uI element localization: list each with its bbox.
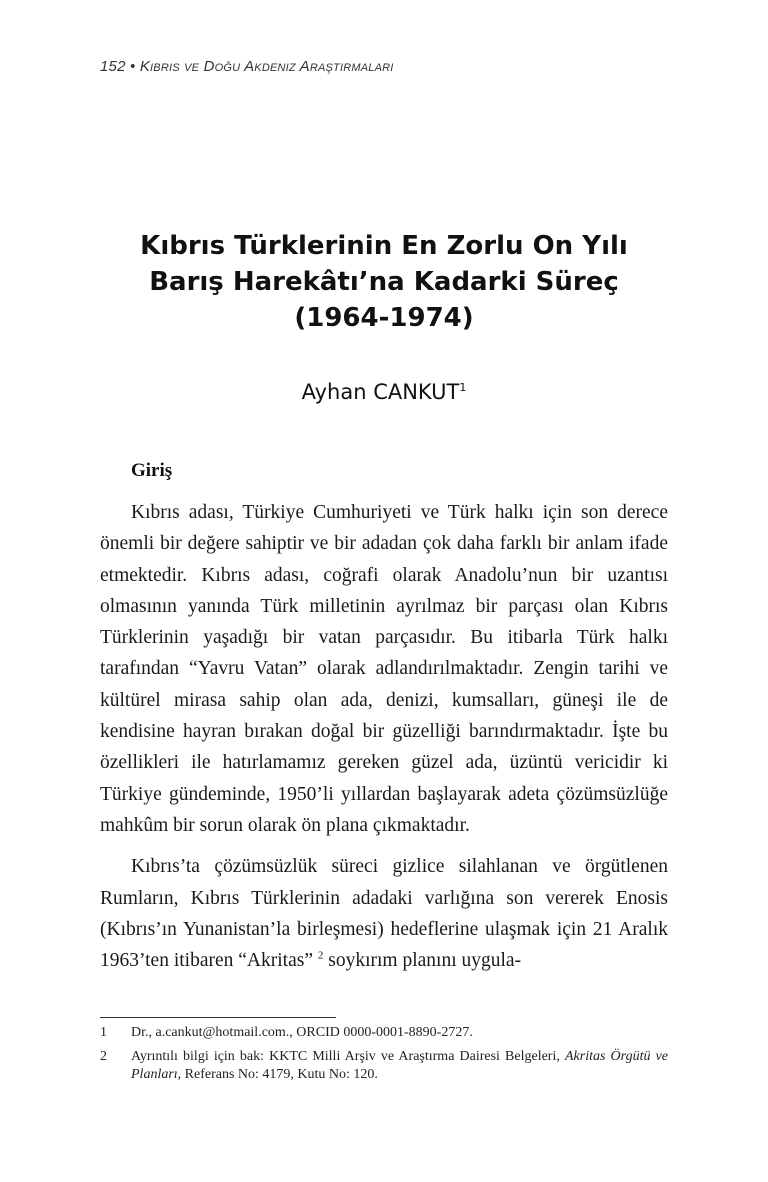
footnote-number: 1 — [100, 1025, 107, 1040]
paragraph-2-text: Kıbrıs’ta çözümsüzlük süreci gizlice silahlanan ve örgütlenen Rumların, Kıbrıs Türklerinin adadaki varlığına son vererek Enosis (Kıbrıs’ın Yunanistan’la birleşmesi) hedeflerine ulaşmak için 21 Aralık 1963’ten itibaren “Akritas” — [100, 856, 668, 972]
title-line-3: (1964-1974) — [294, 303, 474, 333]
body-text — [100, 497, 668, 986]
footnote-ref-2[interactable]: 2 — [317, 949, 324, 962]
footnote-2-lead: Ayrıntılı bilgi için bak: KKTC Milli Arşiv ve Araştırma Dairesi Belgeleri, — [131, 1049, 560, 1064]
article-title — [100, 228, 668, 336]
author-footnote-ref[interactable]: 1 — [459, 381, 467, 394]
page-number: 152 — [100, 58, 126, 75]
footnote-2 — [100, 1048, 668, 1084]
section-heading: Giriş — [131, 460, 173, 481]
paragraph-2-continuation: soykırım planını uygula- — [328, 950, 522, 972]
author-name: Ayhan CANKUT — [301, 380, 460, 404]
footnote-1 — [100, 1024, 668, 1042]
footnote-text — [131, 1048, 668, 1084]
journal-name: Kıbrıs ve Doğu Akdeniz Araştırmaları — [139, 58, 394, 75]
title-line-2: Barış Harekâtı’na Kadarki Süreç — [149, 267, 619, 297]
footnote-2-reference: , Referans No: 4179, Kutu No: 120. — [177, 1067, 378, 1082]
footnotes — [100, 1024, 668, 1090]
footnote-text: Dr., a.cankut@hotmail.com., ORCID 0000-0001-8890-2727. — [131, 1025, 473, 1040]
running-head — [100, 58, 394, 75]
running-head-separator: • — [130, 58, 136, 75]
title-line-1: Kıbrıs Türklerinin En Zorlu On Yılı — [140, 231, 628, 261]
footnote-number: 2 — [100, 1049, 107, 1064]
footnote-2-source-title: Akritas Örgütü ve Planları — [131, 1049, 668, 1082]
author-line — [100, 380, 668, 404]
paragraph-2 — [100, 851, 668, 976]
footnote-divider — [100, 1017, 336, 1018]
paragraph-1: Kıbrıs adası, Türkiye Cumhuriyeti ve Türk halkı için son derece önemli bir değere sahiptir ve bir adadan çok daha farklı bir anlam ifade etmektedir. Kıbrıs adası, coğrafi olarak Anadolu’nun bir uzantısı olmasının yanında Türk milletinin ayrılmaz bir parçası olan Kıbrıs Türklerinin yaşadığı bir vatan parçasıdır. Bu itibarla Türk halkı tarafından “Yavru Vatan” olarak adlandırılmaktadır. Zengin tarihi ve kültürel mirasa sahip olan ada, denizi, kumsalları, güneşi ile de kendisine hayran bırakan doğal bir güzelliği barındırmaktadır. İşte bu özellikleri ile hatırlamamız gereken güzel ada, üzüntü vericidir ki Türkiye gündeminde, 1950’li yıllardan başlayarak adeta çözümsüzlüğe mahkûm bir sorun olarak ön plana çıkmaktadır. — [100, 502, 668, 836]
